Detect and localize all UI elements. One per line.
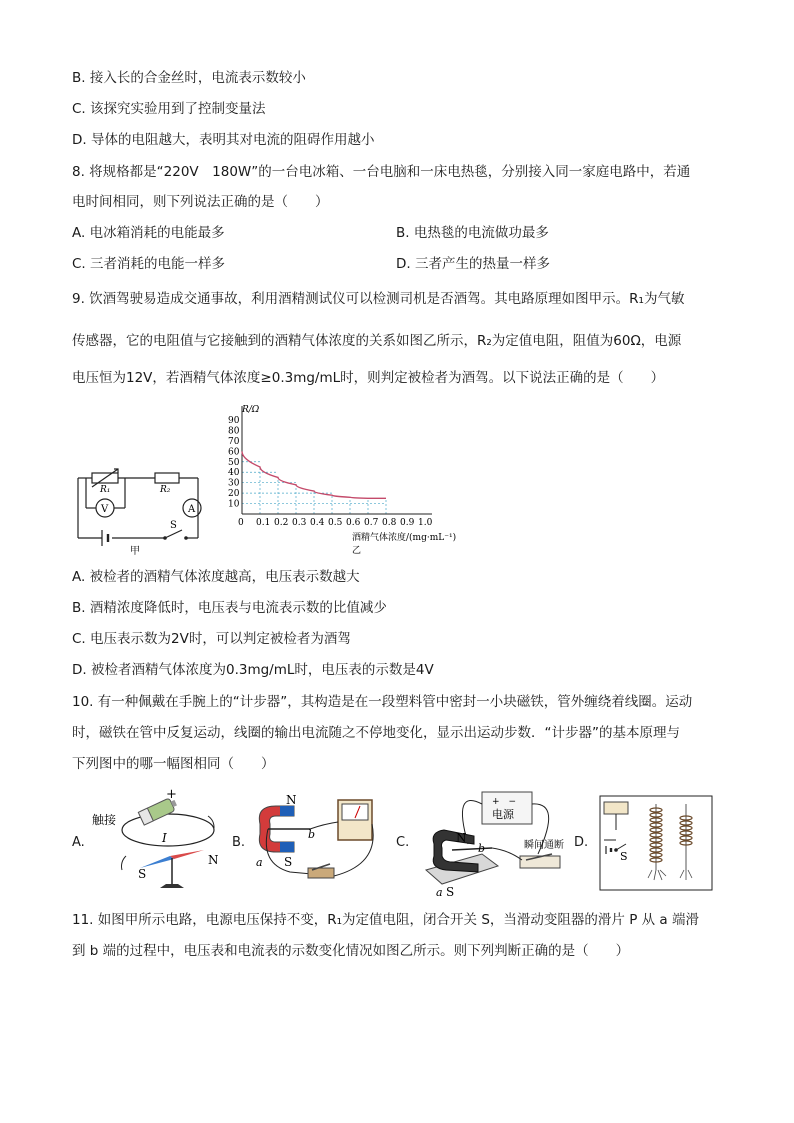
q9-option-d: D. 被检者酒精气体浓度为0.3mg/mL时，电压表的示数是4V bbox=[72, 662, 434, 678]
y-tick-label: 80 bbox=[228, 426, 240, 437]
q9-circuit-diagram bbox=[70, 460, 220, 560]
q9-stem-line3: 电压恒为12V，若酒精气体浓度≥0.3mg/mL时，则判定被检者为酒驾。以下说法正确的是（ ） bbox=[72, 370, 665, 386]
q7-option-c: C. 该探究实验用到了控制变量法 bbox=[72, 101, 266, 117]
ammeter-label: A bbox=[188, 504, 196, 515]
r2-label: R₂ bbox=[160, 485, 171, 495]
x-tick-label: 0 bbox=[238, 518, 244, 528]
chart-xlabel: 酒精气体浓度/(mg·mL⁻¹) bbox=[352, 533, 457, 543]
c-south-label: S bbox=[446, 885, 455, 899]
circuit-caption: 甲 bbox=[130, 546, 140, 557]
voltmeter-label: V bbox=[101, 504, 109, 515]
x-tick-label: 0.5 bbox=[328, 518, 343, 528]
q10-figure-d-electromagnet bbox=[594, 790, 720, 894]
q10-stem-line2: 时，磁铁在管中反复运动，线圈的输出电流随之不停地变化，显示出运动步数．“计步器”的基本原理与 bbox=[72, 725, 680, 741]
c-plusminus-label: + − bbox=[492, 797, 517, 807]
q9-stem-line1: 9. 饮酒驾驶易造成交通事故，利用酒精测试仪可以检测司机是否酒驾。其电路原理如图甲示。R₁为气敏 bbox=[72, 291, 685, 307]
q9-option-b: B. 酒精浓度降低时，电压表与电流表示数的比值减少 bbox=[72, 600, 387, 616]
c-switch-label: 瞬间通断 bbox=[524, 840, 564, 851]
y-tick-label: 90 bbox=[228, 416, 240, 426]
current-label: I bbox=[162, 831, 167, 845]
x-tick-label: 0.8 bbox=[382, 518, 397, 528]
x-tick-label: 1.0 bbox=[418, 518, 433, 528]
q10-stem-line3: 下列图中的哪一幅图相同（ ） bbox=[72, 756, 275, 772]
x-tick-label: 0.2 bbox=[274, 518, 289, 528]
q10-stem-line1: 10. 有一种佩戴在手腕上的“计步器”，其构造是在一段塑料管中密封一小块磁铁，管外缠绕着线圈。运动 bbox=[72, 694, 693, 710]
x-tick-label: 0.3 bbox=[292, 518, 307, 528]
q10-option-a-label: A. bbox=[72, 835, 85, 850]
q7-option-b: B. 接入长的合金丝时，电流表示数较小 bbox=[72, 70, 306, 86]
chart-caption: 乙 bbox=[352, 546, 362, 556]
b-b-label: b bbox=[308, 828, 316, 841]
b-north-label: N bbox=[286, 794, 297, 807]
x-tick-label: 0.9 bbox=[400, 518, 415, 528]
q8-option-d: D. 三者产生的热量一样多 bbox=[396, 256, 550, 272]
q8-option-a: A. 电冰箱消耗的电能最多 bbox=[72, 225, 225, 241]
q9-stem-line2: 传感器，它的电阻值与它接触到的酒精气体浓度的关系如图乙所示，R₂为定值电阻，阻值为60Ω，电源 bbox=[72, 333, 682, 349]
q10-option-c-label: C. bbox=[396, 835, 410, 850]
south-label: S bbox=[138, 867, 147, 881]
q8-option-b: B. 电热毯的电流做功最多 bbox=[396, 225, 549, 241]
chart-ylabel: R/Ω bbox=[242, 405, 260, 415]
q10-option-b-label: B. bbox=[232, 835, 246, 850]
plus-label: + bbox=[166, 787, 177, 802]
q9-option-a: A. 被检者的酒精气体浓度越高，电压表示数越大 bbox=[72, 569, 360, 585]
q9-option-c: C. 电压表示数为2V时，可以判定被检者为酒驾 bbox=[72, 631, 351, 647]
b-a-label: a bbox=[256, 856, 263, 869]
c-source-label: 电源 bbox=[492, 808, 514, 821]
resistance-curve bbox=[242, 451, 386, 498]
x-tick-label: 0.1 bbox=[256, 518, 271, 528]
c-b-label: b bbox=[478, 842, 486, 855]
q10-figure-b-induction bbox=[250, 794, 380, 890]
q10-figure-c-motor bbox=[412, 784, 584, 902]
q11-stem-line1: 11. 如图甲所示电路，电源电压保持不变，R₁为定值电阻，闭合开关 S，当滑动变阻器的滑片 P 从 a 端滑 bbox=[72, 912, 699, 928]
x-tick-label: 0.4 bbox=[310, 518, 325, 528]
q11-stem-line2: 到 b 端的过程中，电压表和电流表的示数变化情况如图乙所示。则下列判断正确的是（ ） bbox=[72, 943, 630, 959]
r1-label: R₁ bbox=[100, 485, 111, 495]
q8-stem-line2: 电时间相同，则下列说法正确的是（ ） bbox=[72, 194, 329, 210]
y-tick-label: 70 bbox=[228, 436, 240, 447]
c-north-label: N bbox=[456, 831, 467, 845]
switch-label: S bbox=[170, 520, 177, 531]
b-south-label: S bbox=[284, 855, 293, 869]
y-tick-label: 60 bbox=[228, 447, 240, 458]
q8-stem-line1: 8. 将规格都是“220V 180W”的一台电冰箱、一台电脑和一床电热毯，分别接入同一家庭电路中，若通 bbox=[72, 164, 691, 180]
q10-figure-a-oersted bbox=[88, 784, 228, 896]
touch-label: 触接 bbox=[92, 813, 117, 827]
y-tick-label: 20 bbox=[228, 489, 240, 500]
north-label: N bbox=[208, 853, 219, 867]
c-a-label: a bbox=[436, 886, 443, 899]
q7-option-d: D. 导体的电阻越大，表明其对电流的阻碍作用越小 bbox=[72, 132, 375, 148]
x-tick-label: 0.6 bbox=[346, 518, 361, 528]
q8-option-c: C. 三者消耗的电能一样多 bbox=[72, 256, 226, 272]
y-tick-label: 40 bbox=[228, 468, 240, 479]
q9-resistance-graph bbox=[222, 398, 484, 556]
y-tick-label: 30 bbox=[228, 478, 240, 489]
d-switch-label: S bbox=[620, 850, 628, 863]
y-tick-label: 10 bbox=[228, 499, 240, 510]
x-tick-label: 0.7 bbox=[364, 518, 379, 528]
y-tick-label: 50 bbox=[228, 457, 240, 468]
q10-option-d-label: D. bbox=[574, 835, 589, 850]
